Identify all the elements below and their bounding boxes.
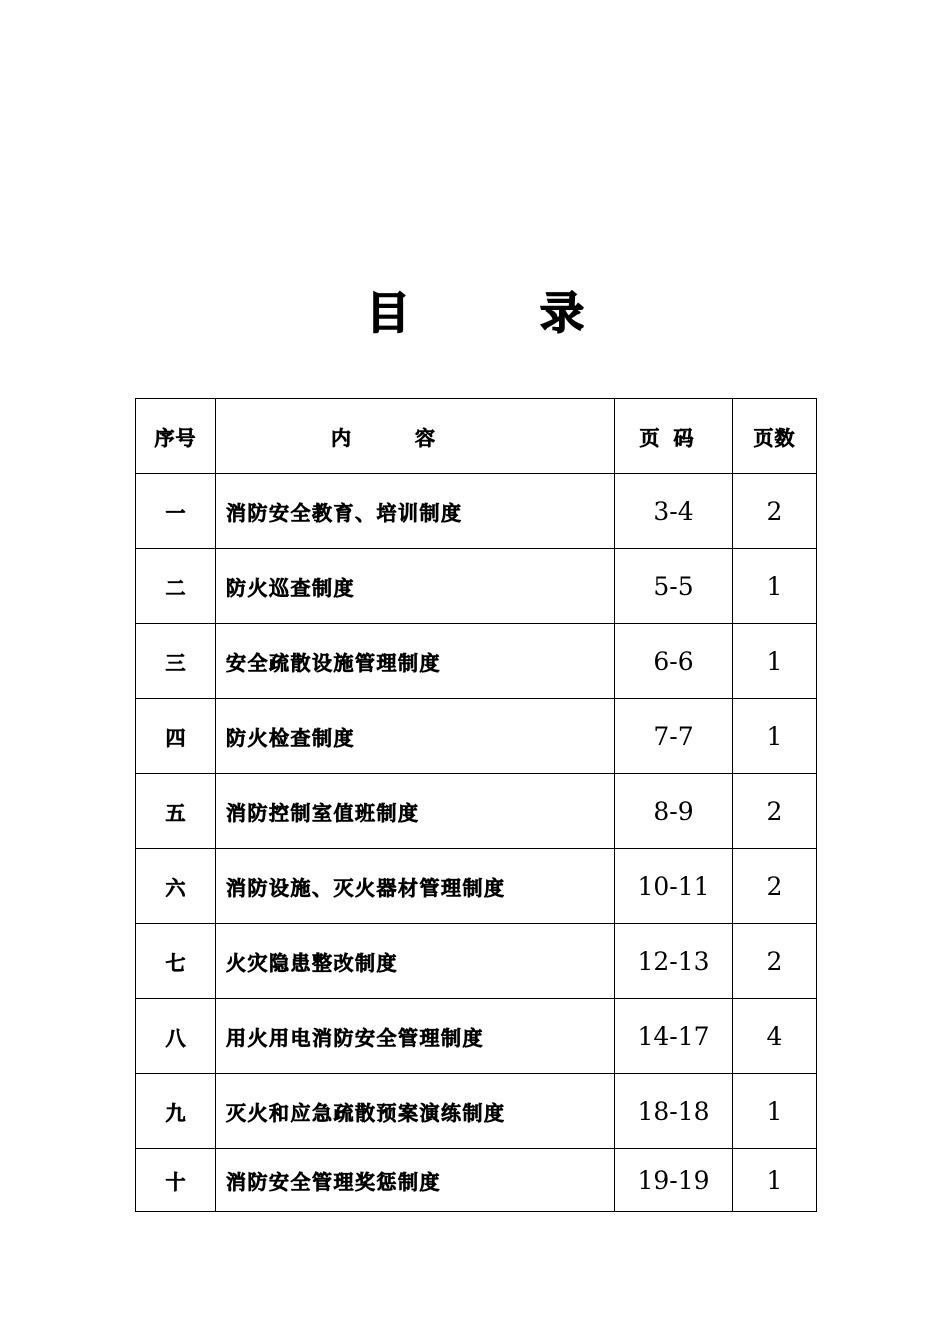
- table-row: [136, 999, 817, 1074]
- row-page-count: 1: [733, 1074, 817, 1149]
- row-page-count: 1: [733, 549, 817, 624]
- table-row: [136, 549, 817, 624]
- table-row: [136, 924, 817, 999]
- row-page-count: 2: [733, 774, 817, 849]
- row-page-range: 6-6: [615, 624, 733, 699]
- table-header-row: [136, 399, 817, 474]
- row-serial-number: 五: [136, 774, 216, 849]
- table-row: [136, 474, 817, 549]
- table-row: [136, 624, 817, 699]
- row-serial-number: 一: [136, 474, 216, 549]
- row-content: 火灾隐患整改制度: [216, 924, 615, 999]
- page-title-char-2: 录: [540, 288, 584, 339]
- row-content: 防火巡查制度: [216, 549, 615, 624]
- row-page-range: 19-19: [615, 1149, 733, 1212]
- row-serial-number: 六: [136, 849, 216, 924]
- row-serial-number: 九: [136, 1074, 216, 1149]
- header-page-count: 页数: [733, 399, 817, 474]
- row-content: 消防安全教育、培训制度: [216, 474, 615, 549]
- row-serial-number: 七: [136, 924, 216, 999]
- row-page-range: 7-7: [615, 699, 733, 774]
- header-content: 内容: [216, 399, 615, 474]
- table-row: [136, 774, 817, 849]
- row-page-count: 1: [733, 1149, 817, 1212]
- row-content: 消防控制室值班制度: [216, 774, 615, 849]
- row-page-range: 18-18: [615, 1074, 733, 1149]
- table-row: [136, 849, 817, 924]
- row-page-range: 10-11: [615, 849, 733, 924]
- row-page-count: 2: [733, 849, 817, 924]
- row-serial-number: 二: [136, 549, 216, 624]
- row-page-count: 1: [733, 624, 817, 699]
- row-page-count: 4: [733, 999, 817, 1074]
- header-serial-number: 序号: [136, 399, 216, 474]
- header-page-range: 页码: [615, 399, 733, 474]
- row-page-range: 8-9: [615, 774, 733, 849]
- row-serial-number: 十: [136, 1149, 216, 1212]
- row-content: 消防设施、灭火器材管理制度: [216, 849, 615, 924]
- row-page-count: 2: [733, 474, 817, 549]
- row-page-count: 2: [733, 924, 817, 999]
- page-title-char-1: 目: [366, 288, 410, 339]
- row-content: 用火用电消防安全管理制度: [216, 999, 615, 1074]
- row-content: 消防安全管理奖惩制度: [216, 1149, 615, 1212]
- row-content: 防火检查制度: [216, 699, 615, 774]
- row-page-range: 14-17: [615, 999, 733, 1074]
- table-row: [136, 1149, 817, 1212]
- row-page-range: 12-13: [615, 924, 733, 999]
- row-page-range: 3-4: [615, 474, 733, 549]
- row-serial-number: 三: [136, 624, 216, 699]
- table-row: [136, 699, 817, 774]
- table-of-contents: [135, 398, 817, 1212]
- row-serial-number: 八: [136, 999, 216, 1074]
- row-content: 灭火和应急疏散预案演练制度: [216, 1074, 615, 1149]
- row-content: 安全疏散设施管理制度: [216, 624, 615, 699]
- row-page-range: 5-5: [615, 549, 733, 624]
- row-serial-number: 四: [136, 699, 216, 774]
- table-row: [136, 1074, 817, 1149]
- page-title: [0, 284, 950, 344]
- row-page-count: 1: [733, 699, 817, 774]
